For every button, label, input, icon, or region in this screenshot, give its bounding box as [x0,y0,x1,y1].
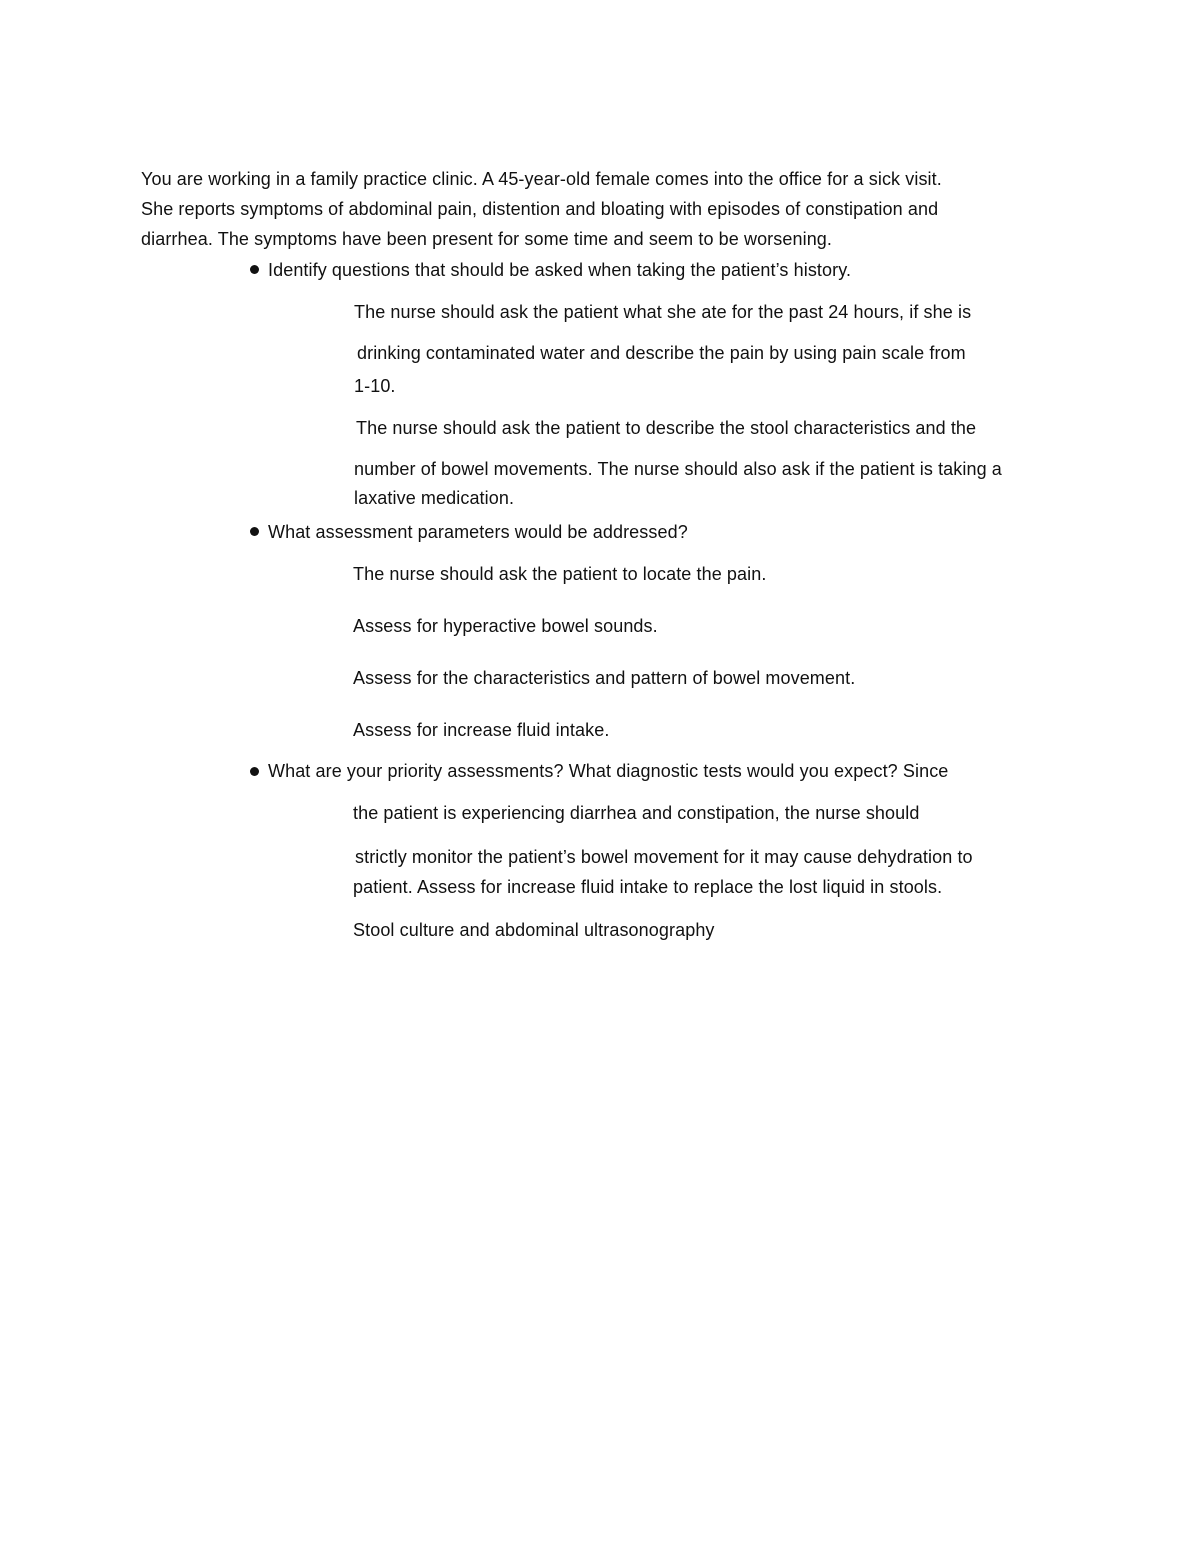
bullet-icon [250,265,259,274]
answer-2-line-1: The nurse should ask the patient to locate the pain. [353,564,767,584]
answer-3-line-2: strictly monitor the patient’s bowel movement for it may cause dehydration to [355,847,973,867]
bullet-icon [250,527,259,536]
answer-1-line-4: The nurse should ask the patient to describe the stool characteristics and the [356,418,977,438]
answer-3-line-1: the patient is experiencing diarrhea and constipation, the nurse should [353,803,920,823]
question-1: Identify questions that should be asked when taking the patient’s history. [268,260,852,280]
answer-3-line-4: Stool culture and abdominal ultrasonography [353,920,715,940]
answer-1-line-5: number of bowel movements. The nurse should also ask if the patient is taking a [354,459,1002,479]
question-2: What assessment parameters would be addressed? [268,522,688,542]
question-3: What are your priority assessments? What diagnostic tests would you expect? Since [268,761,949,781]
answer-1-line-6: laxative medication. [354,488,515,508]
intro-line-2: She reports symptoms of abdominal pain, distention and bloating with episodes of constipation and [141,199,939,219]
answer-3-line-3: patient. Assess for increase fluid intake to replace the lost liquid in stools. [353,877,943,897]
intro-line-3: diarrhea. The symptoms have been present for some time and seem to be worsening. [141,229,833,249]
answer-2-line-2: Assess for hyperactive bowel sounds. [353,616,658,636]
intro-line-1: You are working in a family practice clinic. A 45-year-old female comes into the office for a sick visit. [141,169,942,189]
answer-1-line-2: drinking contaminated water and describe the pain by using pain scale from [357,343,966,363]
answer-1-line-3: 1-10. [354,376,396,396]
bullet-icon [250,767,259,776]
answer-1-line-1: The nurse should ask the patient what she ate for the past 24 hours, if she is [354,302,972,322]
answer-2-line-3: Assess for the characteristics and pattern of bowel movement. [353,668,856,688]
answer-2-line-4: Assess for increase fluid intake. [353,720,610,740]
